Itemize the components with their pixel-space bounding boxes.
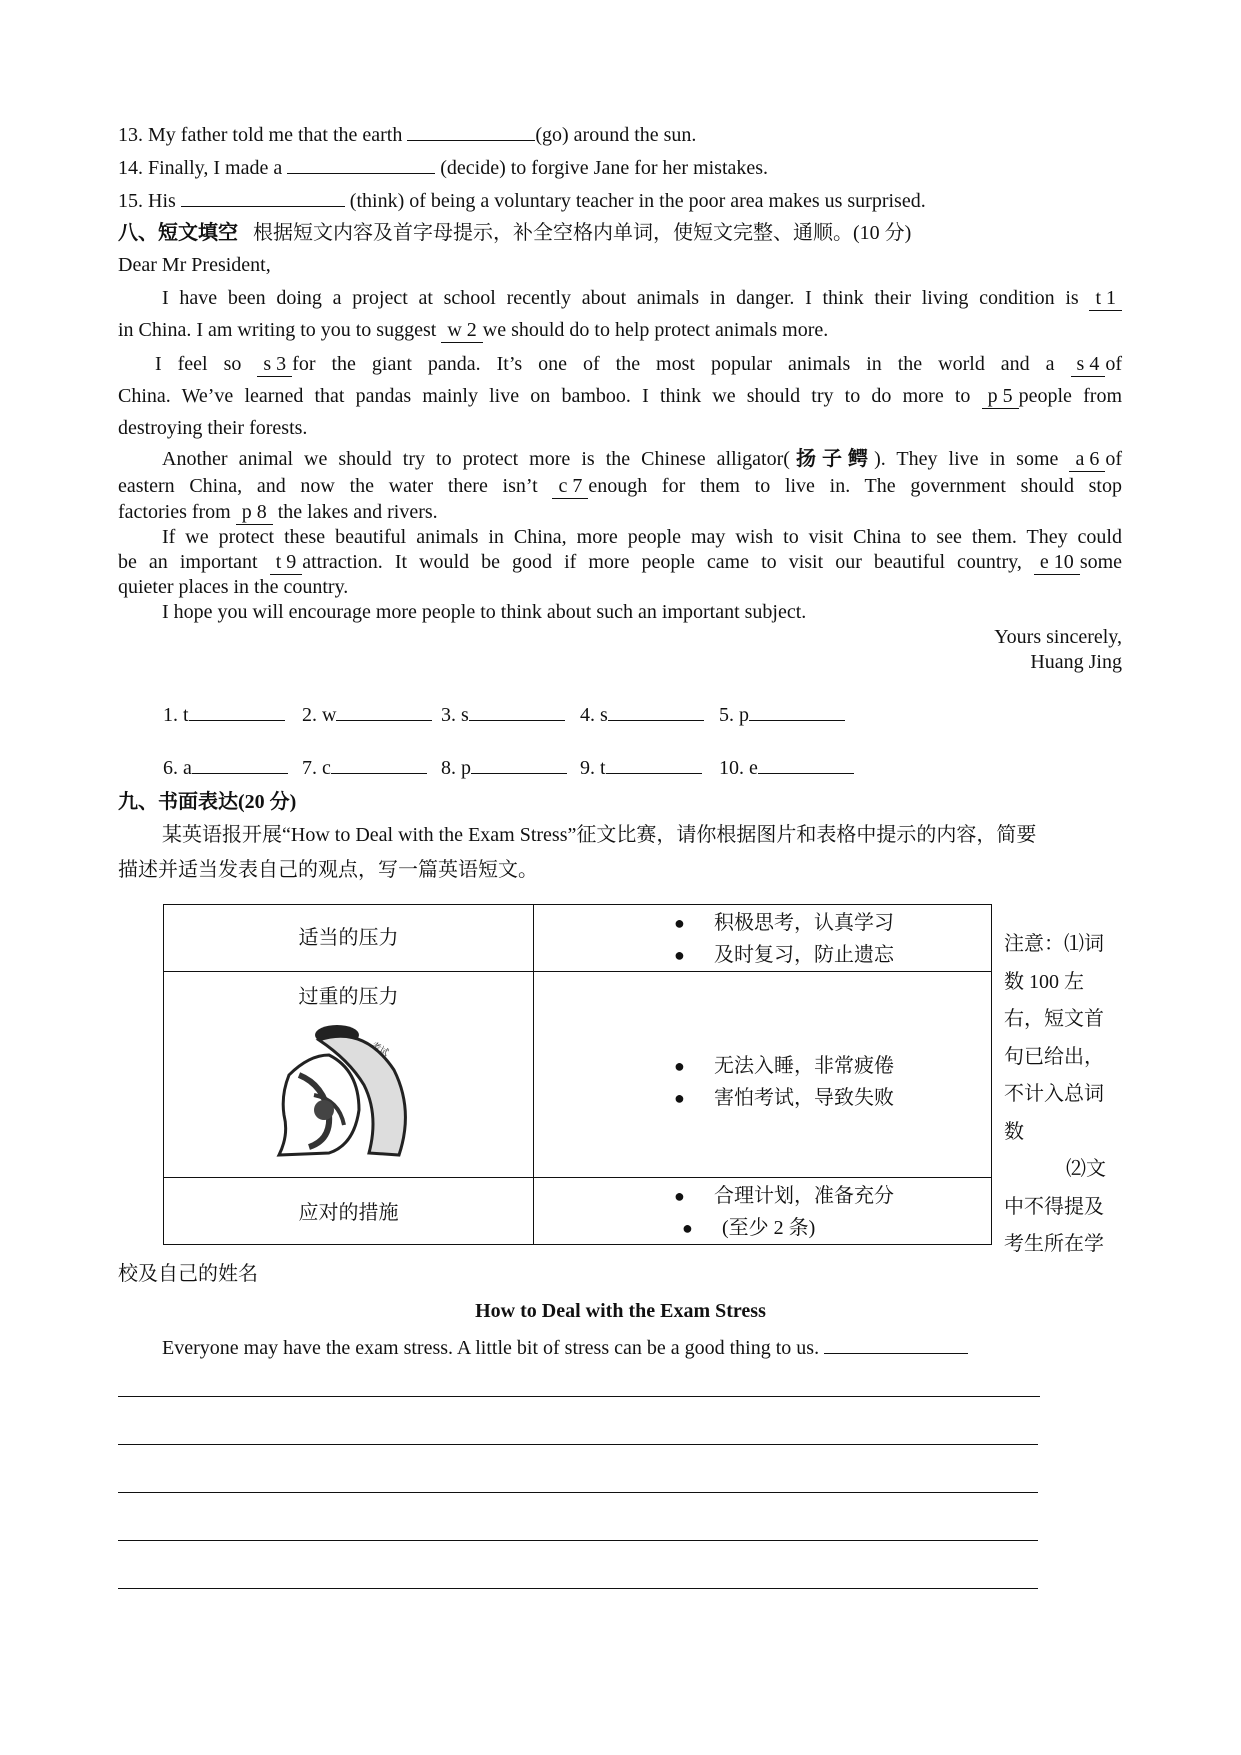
stressed-student-illustration [269, 1015, 429, 1165]
prompt-table [163, 904, 992, 1245]
answer-line[interactable] [606, 755, 702, 774]
para4-line3: quieter places in the country. [118, 576, 349, 598]
para4-line1: If we protect these beautiful animals in China, more people may wish to visit China to see them. They could [162, 526, 1122, 548]
row-points: ● 积极思考，认真学习 ● 及时复习，防止遗忘 [534, 905, 992, 972]
section-9-intro-line1: 某英语报开展“How to Deal with the Exam Stress”征文比赛，请你根据图片和表格中提示的内容，简要 [162, 824, 1037, 846]
blank-5[interactable]: p 5 [982, 384, 1019, 409]
answer-row-2: 6. a 7. c 8. p 9. t 10. e [163, 755, 858, 780]
answer-line[interactable] [192, 755, 288, 774]
word-count-note: 注意：⑴词 数 100 左 右，短文首 句已给出， 不计入总词 数 ⑵文 中不得提及 考生所在学 [1004, 933, 1106, 1255]
row-label-with-image [164, 972, 534, 1178]
row-label: 应对的措施 [164, 1178, 534, 1245]
para3-line1: Another animal we should try to protect more is the Chinese alligator(扬子鳄). They live in some a 6 of [162, 448, 1123, 470]
para4-line2: be an important t 9 attraction. It would be good if more people came to visit our beautiful country, e 10 some [118, 551, 1123, 573]
blank-8[interactable]: p 8 [236, 500, 273, 525]
answer-blank[interactable] [407, 122, 535, 141]
row-points: ● 无法入睡，非常疲倦 ● 害怕考试，导致失败 [534, 972, 992, 1178]
row-label: 适当的压力 [164, 905, 534, 972]
answer-line[interactable] [471, 755, 567, 774]
answer-line[interactable] [758, 755, 854, 774]
letter-signature: Huang Jing [1030, 651, 1122, 673]
exam-label: 考试 [369, 1040, 390, 1059]
para2-line3: destroying their forests. [118, 417, 308, 439]
blank-6[interactable]: a 6 [1069, 447, 1105, 472]
essay-first-sentence: Everyone may have the exam stress. A little bit of stress can be a good thing to us. [162, 1335, 968, 1360]
blank-7[interactable]: c 7 [552, 474, 588, 499]
para2-line1: I feel so s 3 for the giant panda. It’s one of the most popular animals in the world and a s 4 of [155, 353, 1122, 375]
row-label: 过重的压力 [298, 986, 399, 1008]
answer-blank[interactable] [287, 155, 435, 174]
answer-row-1: 1. t 2. w 3. s 4. s 5. p [163, 702, 858, 727]
answer-line[interactable] [331, 755, 427, 774]
answer-line[interactable] [608, 702, 704, 721]
answer-line[interactable] [749, 702, 845, 721]
letter-greeting: Dear Mr President, [118, 254, 271, 276]
essay-line[interactable] [118, 1588, 1038, 1589]
answer-blank[interactable] [181, 188, 345, 207]
essay-line[interactable] [118, 1540, 1038, 1541]
blank-4[interactable]: s 4 [1071, 352, 1106, 377]
question-14: 14. Finally, I made a (decide) to forgive Jane for her mistakes. [118, 157, 769, 179]
para1-line1: I have been doing a project at school recently about animals in danger. I think their living condition is t 1 [162, 286, 1122, 311]
para1-line2: in China. I am writing to you to suggest w 2 we should do to help protect animals more. [118, 319, 829, 341]
section-8-header: 八、短文填空 根据短文内容及首字母提示，补全空格内单词，使短文完整、通顺。(10 分) [118, 222, 912, 244]
note-tail: 校及自己的姓名 [118, 1263, 258, 1285]
essay-line[interactable] [118, 1444, 1038, 1445]
answer-line[interactable] [189, 702, 285, 721]
essay-line[interactable] [824, 1335, 968, 1354]
blank-9[interactable]: t 9 [270, 550, 303, 575]
question-13: 13. My father told me that the earth (go) around the sun. [118, 124, 697, 146]
para5: I hope you will encourage more people to think about such an important subject. [162, 601, 807, 623]
para3-line3: factories from p 8 the lakes and rivers. [118, 501, 438, 523]
section-9-intro-line2: 描述并适当发表自己的观点，写一篇英语短文。 [118, 859, 538, 881]
essay-title: How to Deal with the Exam Stress [475, 1300, 766, 1322]
blank-2[interactable]: w 2 [441, 318, 482, 343]
blank-1[interactable]: t 1 [1089, 286, 1122, 311]
essay-line[interactable] [118, 1492, 1038, 1493]
letter-closing: Yours sincerely, [994, 626, 1122, 648]
question-15: 15. His (think) of being a voluntary teacher in the poor area makes us surprised. [118, 190, 926, 212]
para2-line2: China. We’ve learned that pandas mainly live on bamboo. I think we should try to do more to p 5 people from [118, 385, 1122, 407]
blank-10[interactable]: e 10 [1034, 550, 1080, 575]
essay-line[interactable] [118, 1396, 1040, 1397]
row-points: ● 合理计划，准备充分 ● (至少 2 条) [534, 1178, 992, 1245]
answer-line[interactable] [469, 702, 565, 721]
section-9-header: 九、书面表达(20 分) [118, 791, 297, 813]
answer-line[interactable] [336, 702, 432, 721]
blank-3[interactable]: s 3 [257, 352, 292, 377]
para3-line2: eastern China, and now the water there isn’t c 7 enough for them to live in. The government should stop [118, 475, 1122, 497]
